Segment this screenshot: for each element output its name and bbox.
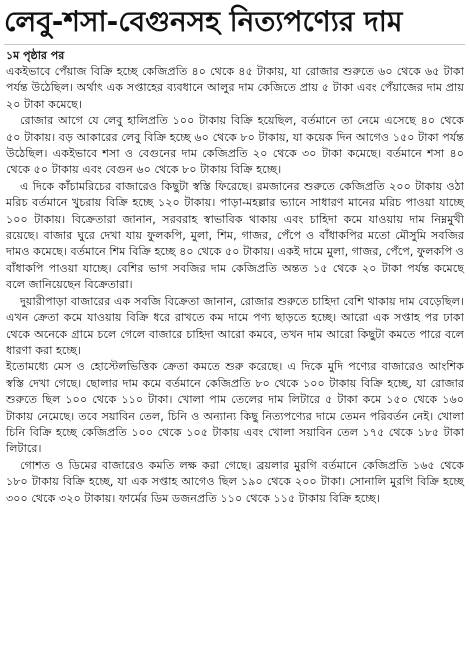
article-body	[6, 64, 464, 507]
article-paragraph: দুয়ারীপাড়া বাজারের এক সবজি বিক্রেতা জানান, রোজার শুরুতে চাহিদা বেশি থাকায় দাম বেড়েছিল। এখন ক্রেতা কমে যাওয়ায় বিক্রি ধরে রাখতে কম দামে পণ্য ছাড়তে হচ্ছে। আরো এক সপ্তাহ পর ঢাকা থেকে অনেকে গ্রামে চলে গেলে বাজারে চাহিদা আরো কমবে, তখন দাম আরো কিছুটা কমতে পারে বলে ধারণা করা হচ্ছে।	[6, 294, 464, 357]
cut-off-next-line	[0, 648, 469, 660]
article-paragraph: এ দিকে কাঁচামরিচের বাজারেও কিছুটা স্বস্তি ফিরেছে। রমজানের শুরুতে কেজিপ্রতি ২০০ টাকায় ওঠা মরিচ বর্তমানে খুচরায় বিক্রি হচ্ছে ১২০ টাকায়। পাড়া-মহল্লার ভ্যানে সাধারণ মানের মরিচ পাওয়া যাচ্ছে ১০০ টাকায়। বিক্রেতারা জানান, সরবরাহ স্বাভাবিক থাকায় এবং চাহিদা কমে যাওয়ায় দাম নিম্নমুখী রয়েছে। বাজার ঘুরে দেখা যায় ফুলকপি, মুলা, শিম, গাজর, পেঁপে ও বাঁধাকপির মতো মৌসুমি সবজির দামও কমেছে। বর্তমানে শিম বিক্রি হচ্ছে ৪০ থেকে ৫০ টাকায়। একই দামে মুলা, গাজর, পেঁপে, ফুলকপি ও বাঁধাকপি পাওয়া যাচ্ছে। বেশির ভাগ সবজির দাম কেজিপ্রতি অন্তত ১৫ থেকে ২০ টাকা পর্যন্ত কমেছে বলে জানিয়েছেন বিক্রেতারা।	[6, 179, 464, 292]
article-paragraph: গোশত ও ডিমের বাজারেও কমতি লক্ষ করা গেছে। ব্রয়লার মুরগি বর্তমানে কেজিপ্রতি ১৬৫ থেকে ১৮০ টাকায় বিক্রি হচ্ছে, যা এক সপ্তাহ আগেও ছিল ১৯০ থেকে ২০০ টাকা। সোনালি মুরগি বিক্রি হচ্ছে ৩০০ থেকে ৩২০ টাকায়। ফার্মের ডিম ডজনপ্রতি ১১০ থেকে ১১৫ টাকায় বিক্রি হচ্ছে।	[6, 458, 464, 505]
article-headline: লেবু-শসা-বেগুনসহ নিত্যপণ্যের দাম	[4, 5, 403, 38]
article-paragraph: রোজার আগে যে লেবু হালিপ্রতি ১০০ টাকায় বিক্রি হয়েছিল, বর্তমানে তা নেমে এসেছে ৪০ থেকে ৫০ টাকায়। বড় আকারের লেবু বিক্রি হচ্ছে ৬০ থেকে ৮০ টাকায়, যা কয়েক দিন আগেও ১৫০ টাকা পর্যন্ত উঠেছিল। একইভাবে শসা ও বেগুনের দাম কেজিপ্রতি ২০ থেকে ৩০ টাকা কমেছে। বর্তমানে শসা ৪০ থেকে ৫০ টাকায় এবং বেগুন ৬০ থেকে ৮০ টাকায় বিক্রি হচ্ছে।	[6, 114, 464, 177]
headline-divider	[4, 44, 465, 45]
continued-from-label: ১ম পৃষ্ঠার পর	[6, 49, 65, 62]
article-paragraph: একইভাবে পেঁয়াজ বিক্রি হচ্ছে কেজিপ্রতি ৪০ থেকে ৪৫ টাকায়, যা রোজার শুরুতে ৬০ থেকে ৬৫ টাকা পর্যন্ত উঠেছিল। অর্থাৎ এক সপ্তাহের ব্যবধানে আলুর দাম কেজিতে প্রায় ৫ টাকা এবং পেঁয়াজের দাম প্রায় ২০ টাকা কমেছে।	[6, 65, 464, 111]
article-paragraph: ইতোমধ্যে মেস ও হোস্টেলভিত্তিক ক্রেতা কমতে শুরু করেছে। এ দিকে মুদি পণ্যের বাজারেও আংশিক স্বস্তি দেখা গেছে। ছোলার দাম কমে বর্তমানে কেজিপ্রতি ৮০ থেকে ১০০ টাকায় বিক্রি হচ্ছে, যা রোজার শুরুতে ছিল ১০০ থেকে ১১০ টাকা। খোলা পাম তেলের দাম লিটারে ৫ টাকা কমে ১৫০ থেকে ১৬০ টাকায় নেমেছে। তবে সয়াবিন তেল, চিনি ও অন্যান্য কিছু নিত্যপণ্যের দামে তেমন পরিবর্তন নেই। খোলা চিনি বিক্রি হচ্ছে কেজিপ্রতি ১০০ থেকে ১০৫ টাকায় এবং খোলা সয়াবিন তেল ১৭৫ থেকে ১৮৫ টাকা লিটারে।	[6, 360, 464, 456]
